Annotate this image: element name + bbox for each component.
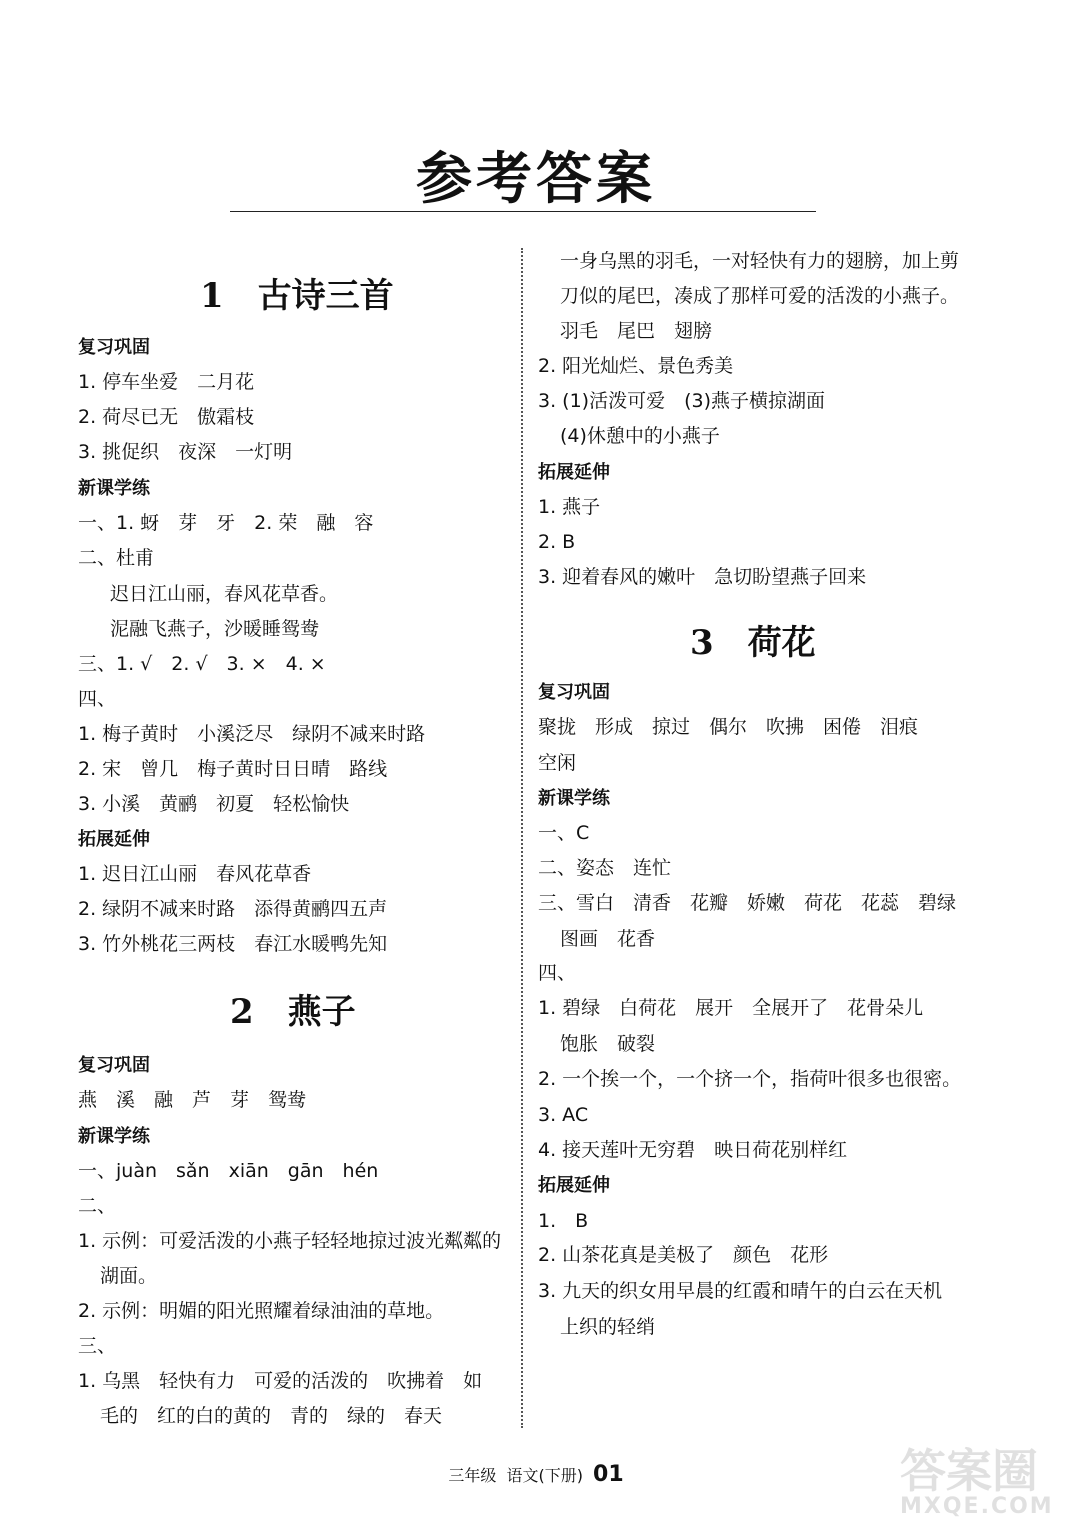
answer-line: 4. 接天莲叶无穷碧 映日荷花别样红 (538, 1139, 848, 1161)
poem-line: 迟日江山丽，春风花草香。 (110, 583, 339, 605)
answer-line: 一、1. 蚜 芽 牙 2. 荣 融 容 (78, 512, 374, 534)
answer-line: 3. 九天的织女用早晨的红霞和晴午的白云在天机 (538, 1280, 943, 1302)
watermark-main-text: 答案圈 (900, 1444, 1038, 1498)
lesson-3-title: 3 荷花 (690, 623, 816, 663)
section-heading: 复习巩固 (78, 1055, 150, 1076)
column-divider (521, 248, 523, 1428)
page-number: 01 (593, 1462, 624, 1487)
watermark-site-text: MXQE.COM (900, 1494, 1054, 1519)
section-heading: 新课学练 (78, 478, 150, 499)
answer-line-cont: (4)休憩中的小燕子 (560, 425, 720, 447)
answer-line: 2. B (538, 531, 576, 553)
answer-line: 3. 小溪 黄鹂 初夏 轻松愉快 (78, 793, 350, 815)
section-heading: 拓展延伸 (538, 462, 610, 483)
answer-line: 三、 (78, 1335, 117, 1357)
answer-line: 2. 一个挨一个，一个挤一个，指荷叶很多也很密。 (538, 1068, 962, 1090)
answer-line: 二、姿态 连忙 (538, 857, 672, 879)
answer-line: 3. AC (538, 1104, 589, 1126)
answer-line: 1. 碧绿 白荷花 展开 全展开了 花骨朵儿 (538, 997, 924, 1019)
answer-line: 一、C (538, 822, 590, 844)
answer-line: 2. 荷尽已无 傲霜枝 (78, 406, 255, 428)
answer-line: 三、1. √ 2. √ 3. × 4. × (78, 653, 326, 675)
answer-line-cont: 上织的轻绡 (560, 1316, 656, 1338)
answer-line: 四、 (538, 962, 577, 984)
footer-subject: 语文(下册) (506, 1466, 584, 1485)
answer-line: 2. 阳光灿烂、景色秀美 (538, 355, 734, 377)
answer-line: 1. 乌黑 轻快有力 可爱的活泼的 吹拂着 如 (78, 1370, 483, 1392)
answer-line: 2. 绿阴不减来时路 添得黄鹂四五声 (78, 898, 388, 920)
answer-line: 2. 宋 曾几 梅子黄时日日晴 路线 (78, 758, 388, 780)
answer-line: 1. 燕子 (538, 496, 601, 518)
answer-line: 1. 示例：可爱活泼的小燕子轻轻地掠过波光粼粼的 (78, 1230, 502, 1252)
lesson-2-title: 2 燕子 (230, 992, 356, 1032)
section-heading: 复习巩固 (538, 682, 610, 703)
answer-line-cont: 毛的 红的白的黄的 青的 绿的 春天 (100, 1405, 443, 1427)
poem-line: 泥融飞燕子，沙暖睡鸳鸯 (110, 618, 320, 640)
answer-line: 燕 溪 融 芦 芽 鸳鸯 (78, 1089, 307, 1111)
answer-line: 1. 迟日江山丽 春风花草香 (78, 863, 312, 885)
answer-line-cont: 刀似的尾巴，凑成了那样可爱的活泼的小燕子。 (560, 285, 960, 307)
section-heading: 新课学练 (538, 788, 610, 809)
watermark-logo (900, 1444, 1060, 1528)
section-heading: 拓展延伸 (78, 829, 150, 850)
answer-line: 3. 竹外桃花三两枝 春江水暖鸭先知 (78, 933, 388, 955)
answer-line-cont: 饱胀 破裂 (560, 1033, 656, 1055)
section-heading: 拓展延伸 (538, 1175, 610, 1196)
title-underline (230, 211, 816, 212)
answer-line: 2. 示例：明媚的阳光照耀着绿油油的草地。 (78, 1300, 445, 1322)
answer-line: 空闲 (538, 752, 577, 774)
answer-line-cont: 图画 花香 (560, 928, 656, 950)
lesson-1-title: 1 古诗三首 (200, 276, 394, 316)
answer-line: 二、杜甫 (78, 547, 155, 569)
answer-line: 三、雪白 清香 花瓣 娇嫩 荷花 花蕊 碧绿 (538, 892, 957, 914)
answer-line: 1. 停车坐爱 二月花 (78, 371, 255, 393)
section-heading: 复习巩固 (78, 337, 150, 358)
answer-line: 2. 山茶花真是美极了 颜色 花形 (538, 1244, 829, 1266)
answer-line: 四、 (78, 688, 117, 710)
answer-line: 3. 迎着春风的嫩叶 急切盼望燕子回来 (538, 566, 867, 588)
answer-line: 3. 挑促织 夜深 一灯明 (78, 441, 293, 463)
footer-grade: 三年级 (448, 1466, 497, 1485)
answer-line-cont: 羽毛 尾巴 翅膀 (560, 320, 713, 342)
page-title: 参考答案 (416, 146, 656, 212)
answer-line-cont: 湖面。 (100, 1265, 158, 1287)
answer-line-cont: 一身乌黑的羽毛，一对轻快有力的翅膀，加上剪 (560, 250, 960, 272)
section-heading: 新课学练 (78, 1126, 150, 1147)
answer-line: 二、 (78, 1195, 117, 1217)
answer-line: 1. 梅子黄时 小溪泛尽 绿阴不减来时路 (78, 723, 426, 745)
answer-line: 聚拢 形成 掠过 偶尔 吹拂 困倦 泪痕 (538, 716, 919, 738)
answer-line: 1. B (538, 1210, 589, 1232)
answer-line: 3. (1)活泼可爱 (3)燕子横掠湖面 (538, 390, 825, 412)
pinyin-line: 一、juàn sǎn xiān gān hén (78, 1160, 379, 1182)
